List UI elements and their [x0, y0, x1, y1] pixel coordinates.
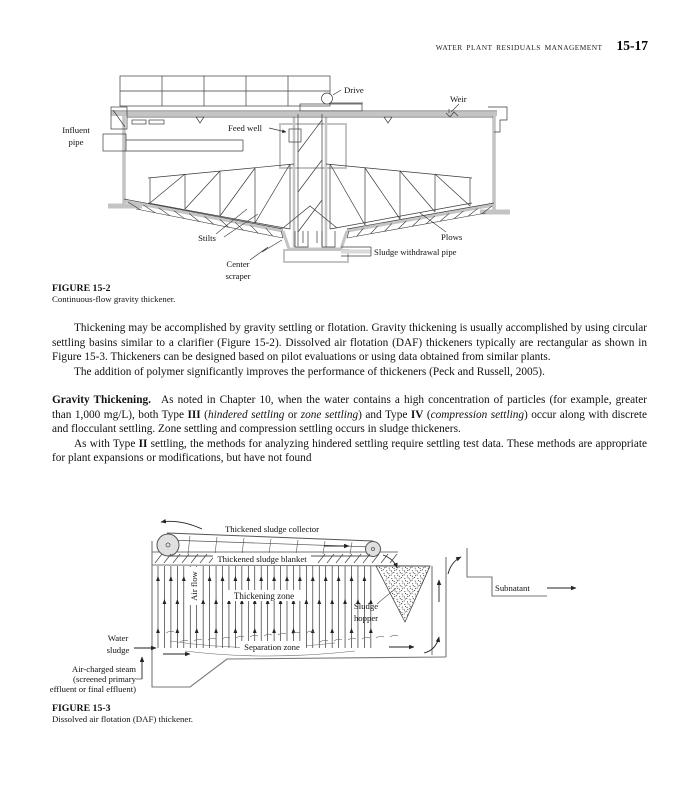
- paragraph-3-text: As noted in Chapter 10, when the water contains a high concentration of particles (for example, greater than 1,000 mg/L), both Type: [52, 394, 648, 421]
- subnatant-label: Subnatant: [495, 583, 530, 593]
- figure-15-3-diagram: [0, 512, 689, 702]
- sludge-hopper-label: Sludge: [353, 601, 379, 611]
- fig2-plows: [128, 202, 492, 238]
- figure-15-3-caption: [52, 703, 193, 725]
- air-charged-stream-label-3: effluent or final effluent): [49, 684, 136, 694]
- figure-15-2-diagram: [0, 62, 689, 288]
- fig3-conveyor: [157, 533, 381, 557]
- sludge-hopper-stipple: [379, 567, 429, 618]
- separation-zone-label: Separation zone: [244, 642, 300, 652]
- thickening-zone-label: Thickening zone: [233, 591, 295, 601]
- page-number: 15-17: [616, 38, 648, 53]
- fig3-belt-ticks: [188, 536, 352, 554]
- paragraph-1-text: Thickening may be accomplished by gravity settling or flotation. Gravity thickening is usually accomplished by using circular settling basins similar to a clarifier (Figure 15-2). Dissolved air flotation (DAF) thickeners typically are rectangular as shown in Figure 15-3. Thickeners can be designed based on pilot evaluations or using data obtained from similar plants.: [52, 322, 647, 364]
- figure-15-2-caption-tag: FIGURE 15-2: [52, 283, 111, 294]
- gravity-thickening-heading: Gravity Thickening.: [52, 394, 151, 407]
- compression-settling-italic: compression settling: [430, 408, 525, 421]
- hindered-settling-italic: hindered settling: [207, 408, 285, 421]
- paragraph-3-text: or: [284, 408, 301, 421]
- paragraph-3-text: ) and Type: [358, 408, 411, 421]
- stilts-label: Stilts: [198, 233, 216, 243]
- water-sludge-label-2: sludge: [106, 645, 130, 655]
- fig3-labels: [50, 524, 531, 694]
- sludge-hopper-label-2: hopper: [353, 613, 379, 623]
- influent-pipe-label: Influent: [62, 125, 90, 135]
- drive-label: Drive: [344, 85, 364, 95]
- paragraph-3-text: (: [423, 408, 431, 421]
- center-scraper-label-2: scraper: [225, 271, 251, 281]
- type-ii: II: [138, 437, 148, 450]
- paragraph-2-text: The addition of polymer significantly improves the performance of thickeners (Peck and Russell, 2005).: [74, 365, 545, 378]
- paragraph-4-text: settling, the methods for analyzing hindered settling require settling test data. These methods are appropriate for plant expansions or modifications, but have not found: [52, 437, 647, 465]
- figure-15-2-caption-text: Continuous-flow gravity thickener.: [52, 294, 176, 304]
- page-header: [436, 38, 648, 54]
- paragraph-3-text: ) occur along with discrete and flocculant settling. Zone settling and compression settling occurs in sludge thickeners.: [52, 408, 647, 436]
- sludge-withdrawal-pipe-label: Sludge withdrawal pipe: [374, 247, 457, 257]
- air-flow-label: Air flow: [189, 571, 199, 601]
- fig3-tank-outline: [152, 541, 547, 687]
- paragraph-1: [52, 321, 647, 365]
- weir-label: Weir: [450, 94, 467, 104]
- water-sludge-label: Water: [107, 633, 129, 643]
- air-charged-stream-label: Air-charged steam: [71, 664, 136, 674]
- thickened-sludge-collector-label: Thickened sludge collector: [224, 524, 320, 534]
- center-scraper-label: Center: [226, 259, 250, 269]
- paragraph-4: [52, 437, 647, 466]
- paragraph-3: [52, 393, 647, 437]
- feed-well-label: Feed well: [228, 123, 263, 133]
- paragraph-3-text: (: [200, 408, 208, 421]
- type-iii: III: [187, 408, 201, 421]
- thickened-sludge-blanket-label: Thickened sludge blanket: [217, 554, 307, 564]
- influent-pipe-label-2: pipe: [68, 137, 84, 147]
- sludge-hopper-leader: [377, 588, 396, 604]
- figure-15-3-caption-text: Dissolved air flotation (DAF) thickener.: [52, 714, 193, 724]
- sludge-hopper-shape: [376, 566, 430, 622]
- body-text: [52, 321, 647, 466]
- running-title: WATER PLANT RESIDUALS MANAGEMENT: [435, 43, 603, 52]
- zone-settling-italic: zone settling: [300, 408, 359, 421]
- fig3-separation-swirls: [166, 631, 398, 642]
- plows-label: Plows: [441, 232, 463, 242]
- figure-15-2-caption: [52, 283, 175, 305]
- air-charged-stream-label-2: (screened primary: [73, 674, 136, 684]
- figure-15-3-caption-tag: FIGURE 15-3: [52, 703, 111, 714]
- type-iv: IV: [410, 408, 424, 421]
- paragraph-4-text: As with Type: [74, 437, 139, 450]
- paragraph-2: [52, 365, 647, 380]
